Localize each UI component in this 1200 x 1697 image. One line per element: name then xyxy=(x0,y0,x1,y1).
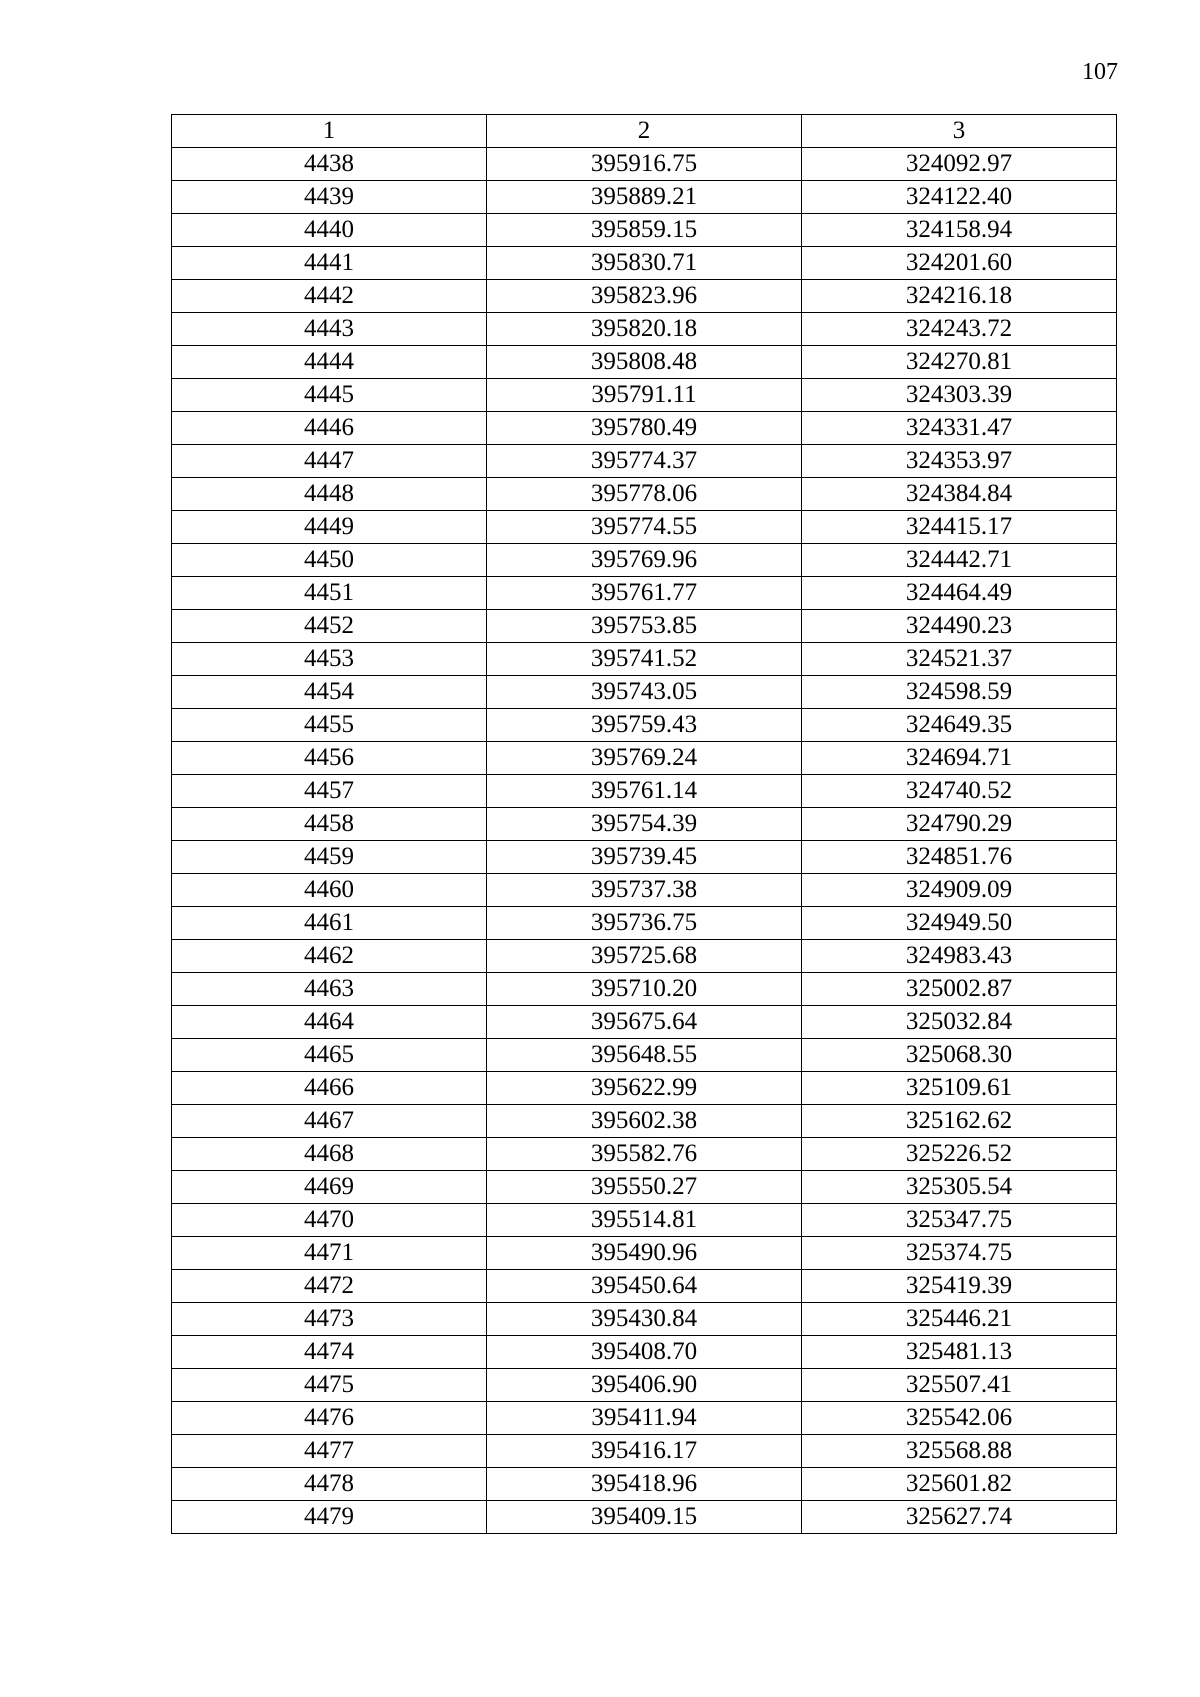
table-cell-col-1: 4470 xyxy=(172,1204,487,1237)
table-row xyxy=(172,511,1117,544)
table-cell-col-2: 395830.71 xyxy=(487,247,802,280)
table-cell-col-3: 324415.17 xyxy=(802,511,1117,544)
column-header-1: 1 xyxy=(172,115,487,148)
table-cell-col-3: 324909.09 xyxy=(802,874,1117,907)
table-row xyxy=(172,907,1117,940)
table-cell-col-3: 325568.88 xyxy=(802,1435,1117,1468)
table-cell-col-1: 4460 xyxy=(172,874,487,907)
table-row xyxy=(172,544,1117,577)
table-row xyxy=(172,478,1117,511)
table-cell-col-1: 4451 xyxy=(172,577,487,610)
table-cell-col-3: 324694.71 xyxy=(802,742,1117,775)
table-cell-col-2: 395416.17 xyxy=(487,1435,802,1468)
table-row xyxy=(172,1402,1117,1435)
table-cell-col-3: 325002.87 xyxy=(802,973,1117,1006)
table-row xyxy=(172,445,1117,478)
column-header-3: 3 xyxy=(802,115,1117,148)
table-cell-col-1: 4445 xyxy=(172,379,487,412)
table-row xyxy=(172,379,1117,412)
table-cell-col-1: 4452 xyxy=(172,610,487,643)
table-cell-col-2: 395450.64 xyxy=(487,1270,802,1303)
table-row xyxy=(172,1105,1117,1138)
table-cell-col-1: 4463 xyxy=(172,973,487,1006)
table-cell-col-2: 395769.24 xyxy=(487,742,802,775)
table-row xyxy=(172,181,1117,214)
table-cell-col-3: 324270.81 xyxy=(802,346,1117,379)
table-cell-col-1: 4439 xyxy=(172,181,487,214)
table-cell-col-2: 395889.21 xyxy=(487,181,802,214)
table-row xyxy=(172,940,1117,973)
table-row xyxy=(172,973,1117,1006)
table-cell-col-3: 325419.39 xyxy=(802,1270,1117,1303)
table-cell-col-1: 4453 xyxy=(172,643,487,676)
table-cell-col-2: 395736.75 xyxy=(487,907,802,940)
table-cell-col-1: 4441 xyxy=(172,247,487,280)
table-cell-col-3: 325109.61 xyxy=(802,1072,1117,1105)
table-cell-col-3: 325032.84 xyxy=(802,1006,1117,1039)
table-row xyxy=(172,1072,1117,1105)
table-row xyxy=(172,808,1117,841)
table-cell-col-2: 395514.81 xyxy=(487,1204,802,1237)
table-cell-col-2: 395725.68 xyxy=(487,940,802,973)
table-row xyxy=(172,610,1117,643)
table-cell-col-3: 324092.97 xyxy=(802,148,1117,181)
table-cell-col-2: 395774.37 xyxy=(487,445,802,478)
table-cell-col-2: 395430.84 xyxy=(487,1303,802,1336)
table-row xyxy=(172,247,1117,280)
table-cell-col-3: 325627.74 xyxy=(802,1501,1117,1534)
table-cell-col-1: 4448 xyxy=(172,478,487,511)
table-cell-col-3: 324201.60 xyxy=(802,247,1117,280)
table-cell-col-1: 4443 xyxy=(172,313,487,346)
table-cell-col-2: 395408.70 xyxy=(487,1336,802,1369)
table-row xyxy=(172,1039,1117,1072)
table-row xyxy=(172,1501,1117,1534)
table-row xyxy=(172,1303,1117,1336)
table-cell-col-3: 325226.52 xyxy=(802,1138,1117,1171)
table-cell-col-2: 395761.77 xyxy=(487,577,802,610)
table-cell-col-3: 324122.40 xyxy=(802,181,1117,214)
table-cell-col-2: 395490.96 xyxy=(487,1237,802,1270)
table-cell-col-3: 325507.41 xyxy=(802,1369,1117,1402)
table-cell-col-2: 395754.39 xyxy=(487,808,802,841)
table-row xyxy=(172,1204,1117,1237)
table-cell-col-3: 324303.39 xyxy=(802,379,1117,412)
table-cell-col-1: 4454 xyxy=(172,676,487,709)
table-cell-col-3: 324521.37 xyxy=(802,643,1117,676)
table-row xyxy=(172,1138,1117,1171)
table-cell-col-3: 324598.59 xyxy=(802,676,1117,709)
table-cell-col-2: 395550.27 xyxy=(487,1171,802,1204)
table-cell-col-1: 4461 xyxy=(172,907,487,940)
table-row xyxy=(172,742,1117,775)
table-row xyxy=(172,577,1117,610)
table-cell-col-3: 324949.50 xyxy=(802,907,1117,940)
table-cell-col-1: 4477 xyxy=(172,1435,487,1468)
table-cell-col-2: 395675.64 xyxy=(487,1006,802,1039)
table-cell-col-1: 4475 xyxy=(172,1369,487,1402)
table-cell-col-3: 325068.30 xyxy=(802,1039,1117,1072)
table-cell-col-1: 4478 xyxy=(172,1468,487,1501)
table-cell-col-3: 324353.97 xyxy=(802,445,1117,478)
table-cell-col-2: 395823.96 xyxy=(487,280,802,313)
table-cell-col-2: 395622.99 xyxy=(487,1072,802,1105)
table-cell-col-3: 324216.18 xyxy=(802,280,1117,313)
table-cell-col-2: 395859.15 xyxy=(487,214,802,247)
table-cell-col-1: 4474 xyxy=(172,1336,487,1369)
table-cell-col-2: 395739.45 xyxy=(487,841,802,874)
table-cell-col-1: 4440 xyxy=(172,214,487,247)
table-cell-col-1: 4476 xyxy=(172,1402,487,1435)
table-cell-col-3: 324331.47 xyxy=(802,412,1117,445)
table-cell-col-2: 395737.38 xyxy=(487,874,802,907)
table-cell-col-1: 4467 xyxy=(172,1105,487,1138)
table-cell-col-2: 395820.18 xyxy=(487,313,802,346)
table-cell-col-2: 395780.49 xyxy=(487,412,802,445)
table-row xyxy=(172,643,1117,676)
table-cell-col-3: 324384.84 xyxy=(802,478,1117,511)
table-cell-col-1: 4458 xyxy=(172,808,487,841)
table-cell-col-1: 4447 xyxy=(172,445,487,478)
table-cell-col-3: 325374.75 xyxy=(802,1237,1117,1270)
table-cell-col-1: 4450 xyxy=(172,544,487,577)
table-cell-col-2: 395741.52 xyxy=(487,643,802,676)
table-cell-col-3: 324649.35 xyxy=(802,709,1117,742)
table-cell-col-1: 4466 xyxy=(172,1072,487,1105)
table-row xyxy=(172,313,1117,346)
table-cell-col-3: 325446.21 xyxy=(802,1303,1117,1336)
table-cell-col-1: 4479 xyxy=(172,1501,487,1534)
table-row xyxy=(172,1270,1117,1303)
table-cell-col-1: 4446 xyxy=(172,412,487,445)
table-cell-col-2: 395774.55 xyxy=(487,511,802,544)
table-cell-col-2: 395411.94 xyxy=(487,1402,802,1435)
table-body xyxy=(172,148,1117,1534)
table-cell-col-3: 324740.52 xyxy=(802,775,1117,808)
table-cell-col-3: 324243.72 xyxy=(802,313,1117,346)
table-row xyxy=(172,775,1117,808)
table-row xyxy=(172,1006,1117,1039)
table-cell-col-1: 4444 xyxy=(172,346,487,379)
table-cell-col-3: 324983.43 xyxy=(802,940,1117,973)
table-cell-col-3: 324851.76 xyxy=(802,841,1117,874)
table-row xyxy=(172,709,1117,742)
table-row xyxy=(172,676,1117,709)
table-header-row xyxy=(172,115,1117,148)
table-row xyxy=(172,1171,1117,1204)
table-cell-col-1: 4465 xyxy=(172,1039,487,1072)
table-cell-col-1: 4455 xyxy=(172,709,487,742)
table-cell-col-2: 395753.85 xyxy=(487,610,802,643)
coordinates-table xyxy=(171,114,1117,1534)
table-cell-col-1: 4469 xyxy=(172,1171,487,1204)
table-cell-col-2: 395759.43 xyxy=(487,709,802,742)
table-cell-col-2: 395406.90 xyxy=(487,1369,802,1402)
table-cell-col-3: 324442.71 xyxy=(802,544,1117,577)
table-cell-col-2: 395808.48 xyxy=(487,346,802,379)
table-cell-col-3: 324790.29 xyxy=(802,808,1117,841)
table-cell-col-3: 325481.13 xyxy=(802,1336,1117,1369)
table-cell-col-1: 4473 xyxy=(172,1303,487,1336)
table-cell-col-3: 325162.62 xyxy=(802,1105,1117,1138)
table-cell-col-1: 4464 xyxy=(172,1006,487,1039)
page-number: 107 xyxy=(1082,59,1118,85)
table-row xyxy=(172,874,1117,907)
table-row xyxy=(172,148,1117,181)
table-cell-col-2: 395648.55 xyxy=(487,1039,802,1072)
table-cell-col-3: 324490.23 xyxy=(802,610,1117,643)
table-cell-col-2: 395761.14 xyxy=(487,775,802,808)
table-cell-col-1: 4472 xyxy=(172,1270,487,1303)
table-cell-col-3: 325601.82 xyxy=(802,1468,1117,1501)
table-row xyxy=(172,1369,1117,1402)
table-cell-col-3: 325542.06 xyxy=(802,1402,1117,1435)
table-cell-col-3: 325347.75 xyxy=(802,1204,1117,1237)
table-row xyxy=(172,346,1117,379)
table-cell-col-2: 395743.05 xyxy=(487,676,802,709)
table-cell-col-1: 4442 xyxy=(172,280,487,313)
table-row xyxy=(172,280,1117,313)
table-cell-col-1: 4459 xyxy=(172,841,487,874)
table-cell-col-2: 395409.15 xyxy=(487,1501,802,1534)
table-cell-col-2: 395791.11 xyxy=(487,379,802,412)
table-row xyxy=(172,214,1117,247)
column-header-2: 2 xyxy=(487,115,802,148)
table-cell-col-1: 4462 xyxy=(172,940,487,973)
table-cell-col-2: 395710.20 xyxy=(487,973,802,1006)
table-cell-col-1: 4449 xyxy=(172,511,487,544)
table-row xyxy=(172,1237,1117,1270)
table-header xyxy=(172,115,1117,148)
table-cell-col-2: 395769.96 xyxy=(487,544,802,577)
table-cell-col-2: 395778.06 xyxy=(487,478,802,511)
table-cell-col-1: 4457 xyxy=(172,775,487,808)
table-cell-col-3: 324158.94 xyxy=(802,214,1117,247)
table-row xyxy=(172,1336,1117,1369)
table-row xyxy=(172,1468,1117,1501)
table-cell-col-2: 395418.96 xyxy=(487,1468,802,1501)
table-cell-col-2: 395916.75 xyxy=(487,148,802,181)
table-row xyxy=(172,412,1117,445)
table-cell-col-1: 4471 xyxy=(172,1237,487,1270)
table-cell-col-3: 325305.54 xyxy=(802,1171,1117,1204)
table-cell-col-2: 395582.76 xyxy=(487,1138,802,1171)
table-row xyxy=(172,1435,1117,1468)
table-cell-col-1: 4438 xyxy=(172,148,487,181)
table-cell-col-3: 324464.49 xyxy=(802,577,1117,610)
table-row xyxy=(172,841,1117,874)
table-cell-col-1: 4456 xyxy=(172,742,487,775)
table-cell-col-2: 395602.38 xyxy=(487,1105,802,1138)
table-cell-col-1: 4468 xyxy=(172,1138,487,1171)
